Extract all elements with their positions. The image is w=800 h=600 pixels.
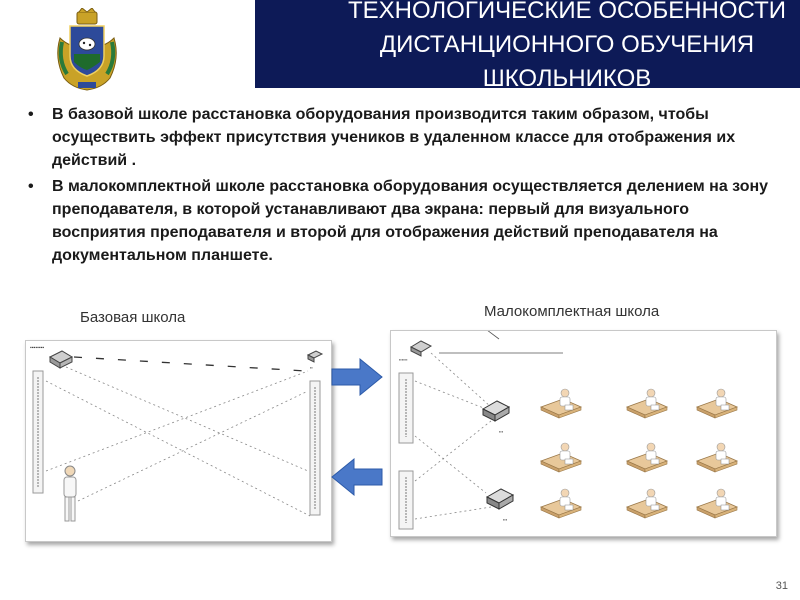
title-line-3: ШКОЛЬНИКОВ xyxy=(482,65,652,88)
teacher-figure-icon xyxy=(64,466,76,521)
page-title xyxy=(348,0,786,88)
svg-text:▪▪: ▪▪ xyxy=(310,365,313,370)
small-school-label: Малокомплектная школа xyxy=(484,303,660,320)
bullet-item-base-school: • В базовой школе расстановка оборудования производится таким образом, чтобы осуществить эффект присутствия учеников в удаленном классе для отображения их действий . xyxy=(28,103,778,172)
student-desk-icon xyxy=(697,489,737,518)
svg-text:▪▪▪: ▪▪▪ xyxy=(499,429,504,434)
classroom-camera-icon xyxy=(411,341,431,356)
webcam-icon xyxy=(308,351,322,362)
document-tablet-icon xyxy=(487,489,513,522)
student-desk-icon xyxy=(541,443,581,472)
base-school-label: Базовая школа xyxy=(80,309,186,326)
arrow-right-icon xyxy=(332,359,382,395)
base-school-diagram xyxy=(25,340,332,542)
title-line-1: ТЕХНОЛОГИЧЕСКИЕ ОСОБЕННОСТИ xyxy=(348,0,786,24)
svg-text:▪▪▪▪▪▪: ▪▪▪▪▪▪ xyxy=(399,357,408,362)
page-number: 31 xyxy=(775,580,788,592)
bullet-item-small-school: • В малокомплектной школе расстановка оборудования осуществляется делением на зону преподавателя, в которой устанавливают два экрана: первый для визуального восприятия преподавателя и второй для отображения действий преподавателя на документальном планшете. xyxy=(28,175,778,267)
svg-text:▪▪▪: ▪▪▪ xyxy=(503,517,508,522)
bullet-list xyxy=(28,103,778,270)
student-desk-icon xyxy=(697,443,737,472)
document-camera-icon xyxy=(483,401,509,434)
svg-text:▪▪▪▪▪▪▪▪: ▪▪▪▪▪▪▪▪ xyxy=(30,345,45,351)
arrow-left-icon xyxy=(332,459,382,495)
camera-icon xyxy=(50,351,72,368)
student-desk-icon xyxy=(541,489,581,518)
student-desk-icon xyxy=(627,389,667,418)
arrows-group xyxy=(330,355,385,505)
title-bar xyxy=(255,0,800,88)
title-line-2: ДИСТАНЦИОННОГО ОБУЧЕНИЯ xyxy=(379,31,755,58)
student-desk-icon xyxy=(627,443,667,472)
small-school-diagram xyxy=(390,330,777,537)
coat-of-arms-icon xyxy=(52,8,122,92)
student-desk-icon xyxy=(627,489,667,518)
student-desk-icon xyxy=(697,389,737,418)
student-desk-icon xyxy=(541,389,581,418)
